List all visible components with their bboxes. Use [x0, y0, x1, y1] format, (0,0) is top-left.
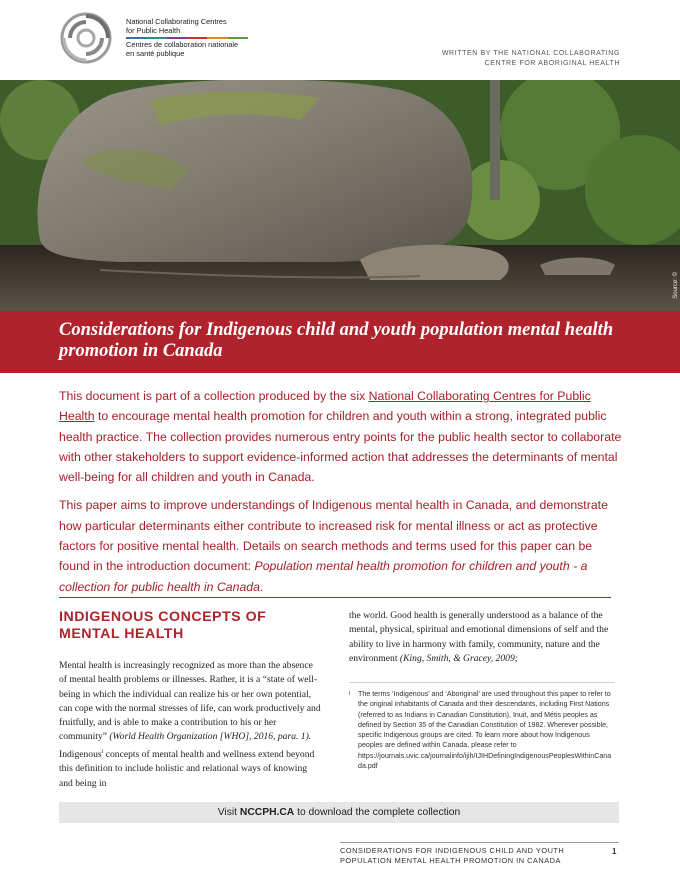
nccph-site-link[interactable]: NCCPH.CA [239, 807, 295, 818]
logo-color-bar [126, 37, 248, 39]
body-text: Mental health is increasingly recognized as more than the absence of mental health problems or illnesses. Rather, it is a “state of well-being in which the individual can realize his or her own potential, can cope with the normal stresses of life, can work productively and fruitfully, and is able to make a contribution to his or her community” [59, 660, 321, 743]
org-name-fr: Centres de collaboration nationale en santé publique [126, 40, 239, 58]
nccph-link[interactable]: National Collaborating Centres for Public Health [59, 389, 591, 424]
section-divider [59, 597, 611, 598]
org-name-en: National Collaborating Centres for Public Health [126, 17, 227, 35]
footnote [349, 689, 615, 771]
intro-paragraph-1 [59, 386, 625, 487]
visit-text: Visit [217, 807, 240, 818]
nccph-logo-icon [60, 12, 112, 64]
intro-paragraph-2 [59, 495, 625, 596]
citation: (King, Smith, & Gracey, 2009; [399, 652, 518, 664]
footnote-mark: i [349, 691, 351, 697]
hero-image [0, 80, 680, 312]
written-by: WRITTEN BY THE NATIONAL COLLABORATING CENTRE FOR ABORIGINAL HEALTH [441, 50, 620, 67]
running-title: CONSIDERATIONS FOR INDIGENOUS CHILD AND YOUTH POPULATION MENTAL HEALTH PROMOTION IN CANADA [340, 846, 565, 865]
right-column-text [349, 609, 615, 666]
intro-text: This document is part of a collection produced by the six [59, 389, 369, 403]
intro [59, 386, 625, 605]
citation: (World Health Organization [WHO], 2016, para. 1). [109, 731, 312, 743]
section-heading: INDIGENOUS CONCEPTS OF MENTAL HEALTH [59, 609, 267, 642]
intro-document-title: Population mental health promotion for children and youth - a collection for public health in Canada [59, 559, 588, 594]
body-text: Indigenous [59, 748, 102, 760]
left-column-text [59, 659, 321, 791]
visit-text: to download the complete collection [294, 807, 461, 818]
document-title: Considerations for Indigenous child and youth population mental health promotion in Canada [59, 320, 614, 361]
intro-text: This paper aims to improve understandings of Indigenous mental health in Canada, and demonstrate how particular determinants either contribute to increased risk for mental illness or act as protective factors for positive mental health. Details on search methods and terms used for this paper can be found in the introduction document: [59, 498, 608, 574]
photo-credit: Source: © [673, 272, 679, 299]
footnote-ref[interactable]: i [101, 748, 104, 755]
intro-text: to encourage mental health promotion for children and youth within a strong, integrated public health practice. The collection provides numerous entry points for the public health sector to collaborate with other stakeholders to support evidence-informed action that addresses the determinants of mental well-being for all children and youth in Canada. [59, 409, 622, 485]
page-number: 1 [612, 847, 617, 856]
intro-text: . [259, 579, 264, 594]
footer-divider [340, 842, 619, 843]
org-name [126, 18, 248, 58]
body-text: the world. Good health is generally understood as a balance of the mental, physical, spiritual and emotional dimensions of self and the ability to live in harmony with family, community, nature and the environment [349, 610, 609, 664]
visit-banner [59, 802, 619, 823]
footnote-divider [349, 682, 615, 683]
footnote-text: The terms ‘Indigenous’ and ‘Aboriginal’ are used throughout this paper to refer to the original inhabitants of Canada and their descendants, including First Nations (referred to as Indians in Canadian Constitution), Inuit, and Métis peoples as defined by Section 35 of the Canadian Constitution of 1982. Wherever possible, specific Indigenous groups are cited. To learn more about how Indigenous peoples are defined within Canada, please refer to https://journals.uvic.ca/journalinfo/ijih/IJIHDefiningIndigenousPeoplesWithinCanada.pdf [358, 690, 612, 771]
body-text: concepts of mental health and wellness extend beyond this definition to include holistic and relational ways of knowing and being in [59, 748, 315, 789]
